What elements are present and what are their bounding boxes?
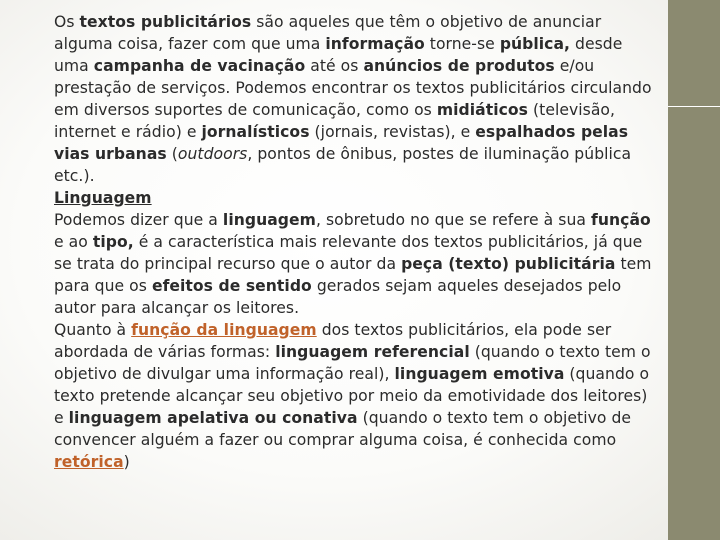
bold-run: espalhados pelas vias urbanas (54, 123, 629, 163)
text-run: Os (54, 13, 80, 31)
text-run: gerados sejam aqueles desejados pelo autor para alcançar os leitores. (54, 277, 622, 317)
text-run: (quando o texto tem o objetivo de convencer alguém a fazer ou comprar alguma coisa, é conhecida como (54, 409, 632, 449)
text-run: Quanto à (54, 321, 132, 339)
text-run: tem para que os (54, 255, 652, 295)
section-heading (54, 187, 654, 209)
paragraph-intro (54, 11, 654, 187)
text-run: dos textos publicitários, ela pode ser abordada de várias formas: (54, 321, 612, 361)
bold-run: pública, (499, 35, 571, 53)
text-run: , pontos de ônibus, postes de iluminação pública etc.). (54, 145, 632, 185)
bold-run: jornalísticos (201, 123, 310, 141)
bold-run: linguagem emotiva (394, 365, 565, 383)
text-run: e ao (54, 233, 93, 251)
text-run: desde uma (54, 35, 623, 75)
text-body (54, 11, 654, 473)
paragraph-linguagem (54, 209, 654, 319)
text-run: torne-se (424, 35, 500, 53)
heading-linguagem: Linguagem (54, 189, 152, 207)
bold-run: efeitos de sentido (151, 277, 312, 295)
text-run: (televisão, internet e rádio) e (54, 101, 616, 141)
bold-run: linguagem referencial (275, 343, 470, 361)
bold-run: campanha de vacinação (93, 57, 306, 75)
paragraph-funcao (54, 319, 654, 473)
text-run: e/ou prestação de serviços. Podemos encontrar os textos publicitários circulando em diversos suportes de comunicação, como os (54, 57, 652, 119)
bold-run: midiáticos (436, 101, 529, 119)
text-run: é a característica mais relevante dos textos publicitários, já que se trata do principal recurso que o autor da (54, 233, 643, 273)
bold-run: função (591, 211, 651, 229)
decorative-sidebar (668, 0, 720, 540)
sidebar-band (668, 106, 720, 435)
bold-run: informação (325, 35, 425, 53)
text-run: (quando o texto tem o objetivo de divulgar uma informação real), (54, 343, 651, 383)
bold-run: anúncios de produtos (363, 57, 555, 75)
text-run: Podemos dizer que a (54, 211, 223, 229)
link-funcao-da-linguagem[interactable]: função da linguagem (131, 321, 317, 339)
link-retorica[interactable]: retórica (54, 453, 124, 471)
text-run: (quando o texto pretende alcançar seu objetivo por meio da emotividade dos leitores) e (54, 365, 650, 427)
bold-run: tipo, (92, 233, 134, 251)
italic-run: outdoors (177, 145, 248, 163)
text-run: , sobretudo no que se refere à sua (315, 211, 592, 229)
bold-run: peça (texto) publicitária (401, 255, 616, 273)
text-run: (jornais, revistas), e (309, 123, 476, 141)
text-run: até os (305, 57, 364, 75)
text-run: são aqueles que têm o objetivo de anunciar alguma coisa, fazer com que uma (54, 13, 602, 53)
text-run: ) (123, 453, 130, 471)
text-run: ( (166, 145, 178, 163)
bold-run: linguagem (222, 211, 316, 229)
bold-run: linguagem apelativa ou conativa (68, 409, 358, 427)
bold-run: textos publicitários (79, 13, 252, 31)
